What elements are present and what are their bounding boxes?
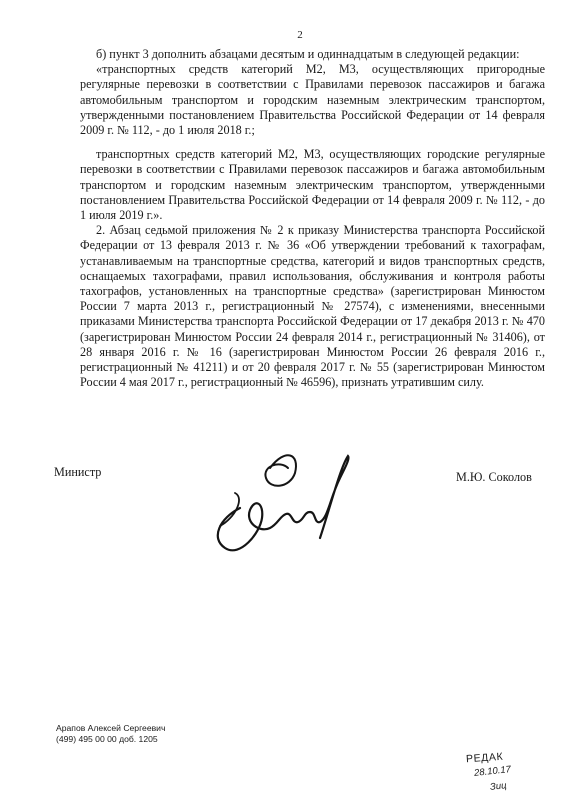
paragraph-suburban-transport: «транспортных средств категорий М2, М3, осуществляющих пригородные регулярные перевозки в соответствии с Правилами перевозок пассажиров и багажа автомобильным транспортом и городским наземным электрическим транспортом, утвержденными постановлением Правительства Российской Федерации от 14 февраля 2009 г. № 112, - до 1 июля 2018 г.; bbox=[80, 62, 545, 138]
page-number: 2 bbox=[297, 29, 303, 41]
executor-name: Арапов Алексей Сергеевич bbox=[56, 723, 166, 733]
editor-stamp bbox=[466, 752, 546, 798]
paragraph-item-b: б) пункт 3 дополнить абзацами десятым и одиннадцатым в следующей редакции: bbox=[96, 47, 520, 61]
executor-phone: (499) 495 00 00 доб. 1205 bbox=[56, 734, 158, 744]
stamp-initials: Зиц bbox=[489, 780, 508, 793]
paragraph-urban-transport: транспортных средств категорий М2, М3, осуществляющих городские регулярные перевозки в соответствии с Правилами перевозок пассажиров и багажа автомобильным транспортом и городским наземным электрическим транспортом, утвержденными постановлением Правительства Российской Федерации от 14 февраля 2009 г. № 112, - до 1 июля 2019 г.». bbox=[80, 147, 545, 223]
executor-info bbox=[56, 723, 165, 745]
signer-name: М.Ю. Соколов bbox=[456, 470, 532, 484]
stamp-label: РЕДАК bbox=[465, 750, 504, 766]
stamp-date: 28.10.17 bbox=[473, 764, 512, 779]
document-body bbox=[80, 47, 545, 390]
signer-title: Министр bbox=[54, 465, 102, 479]
handwritten-signature bbox=[200, 438, 360, 566]
paragraph-item-2: 2. Абзац седьмой приложения № 2 к приказу Министерства транспорта Российской Федерации от 13 февраля 2013 г. № 36 «Об утверждении требований к тахографам, устанавливаемым на транспортные средства, категорий и видов транспортных средств, оснащаемых тахографами, правил использования, обслуживания и контроля работы тахографов, установленных на транспортные средства» (зарегистрирован Минюстом России 7 марта 2013 г., регистрационный № 27574), с изменениями, внесенными приказами Министерства транспорта Российской Федерации от 17 декабря 2013 г. № 470 (зарегистрирован Минюстом России 24 февраля 2014 г., регистрационный № 31406), от 28 января 2016 г. № 16 (зарегистрирован Минюстом России 26 февраля 2016 г., регистрационный № 41211) и от 20 февраля 2017 г. № 55 (зарегистрирован Минюстом России 4 мая 2017 г., регистрационный № 46596), признать утратившим силу. bbox=[80, 223, 545, 390]
